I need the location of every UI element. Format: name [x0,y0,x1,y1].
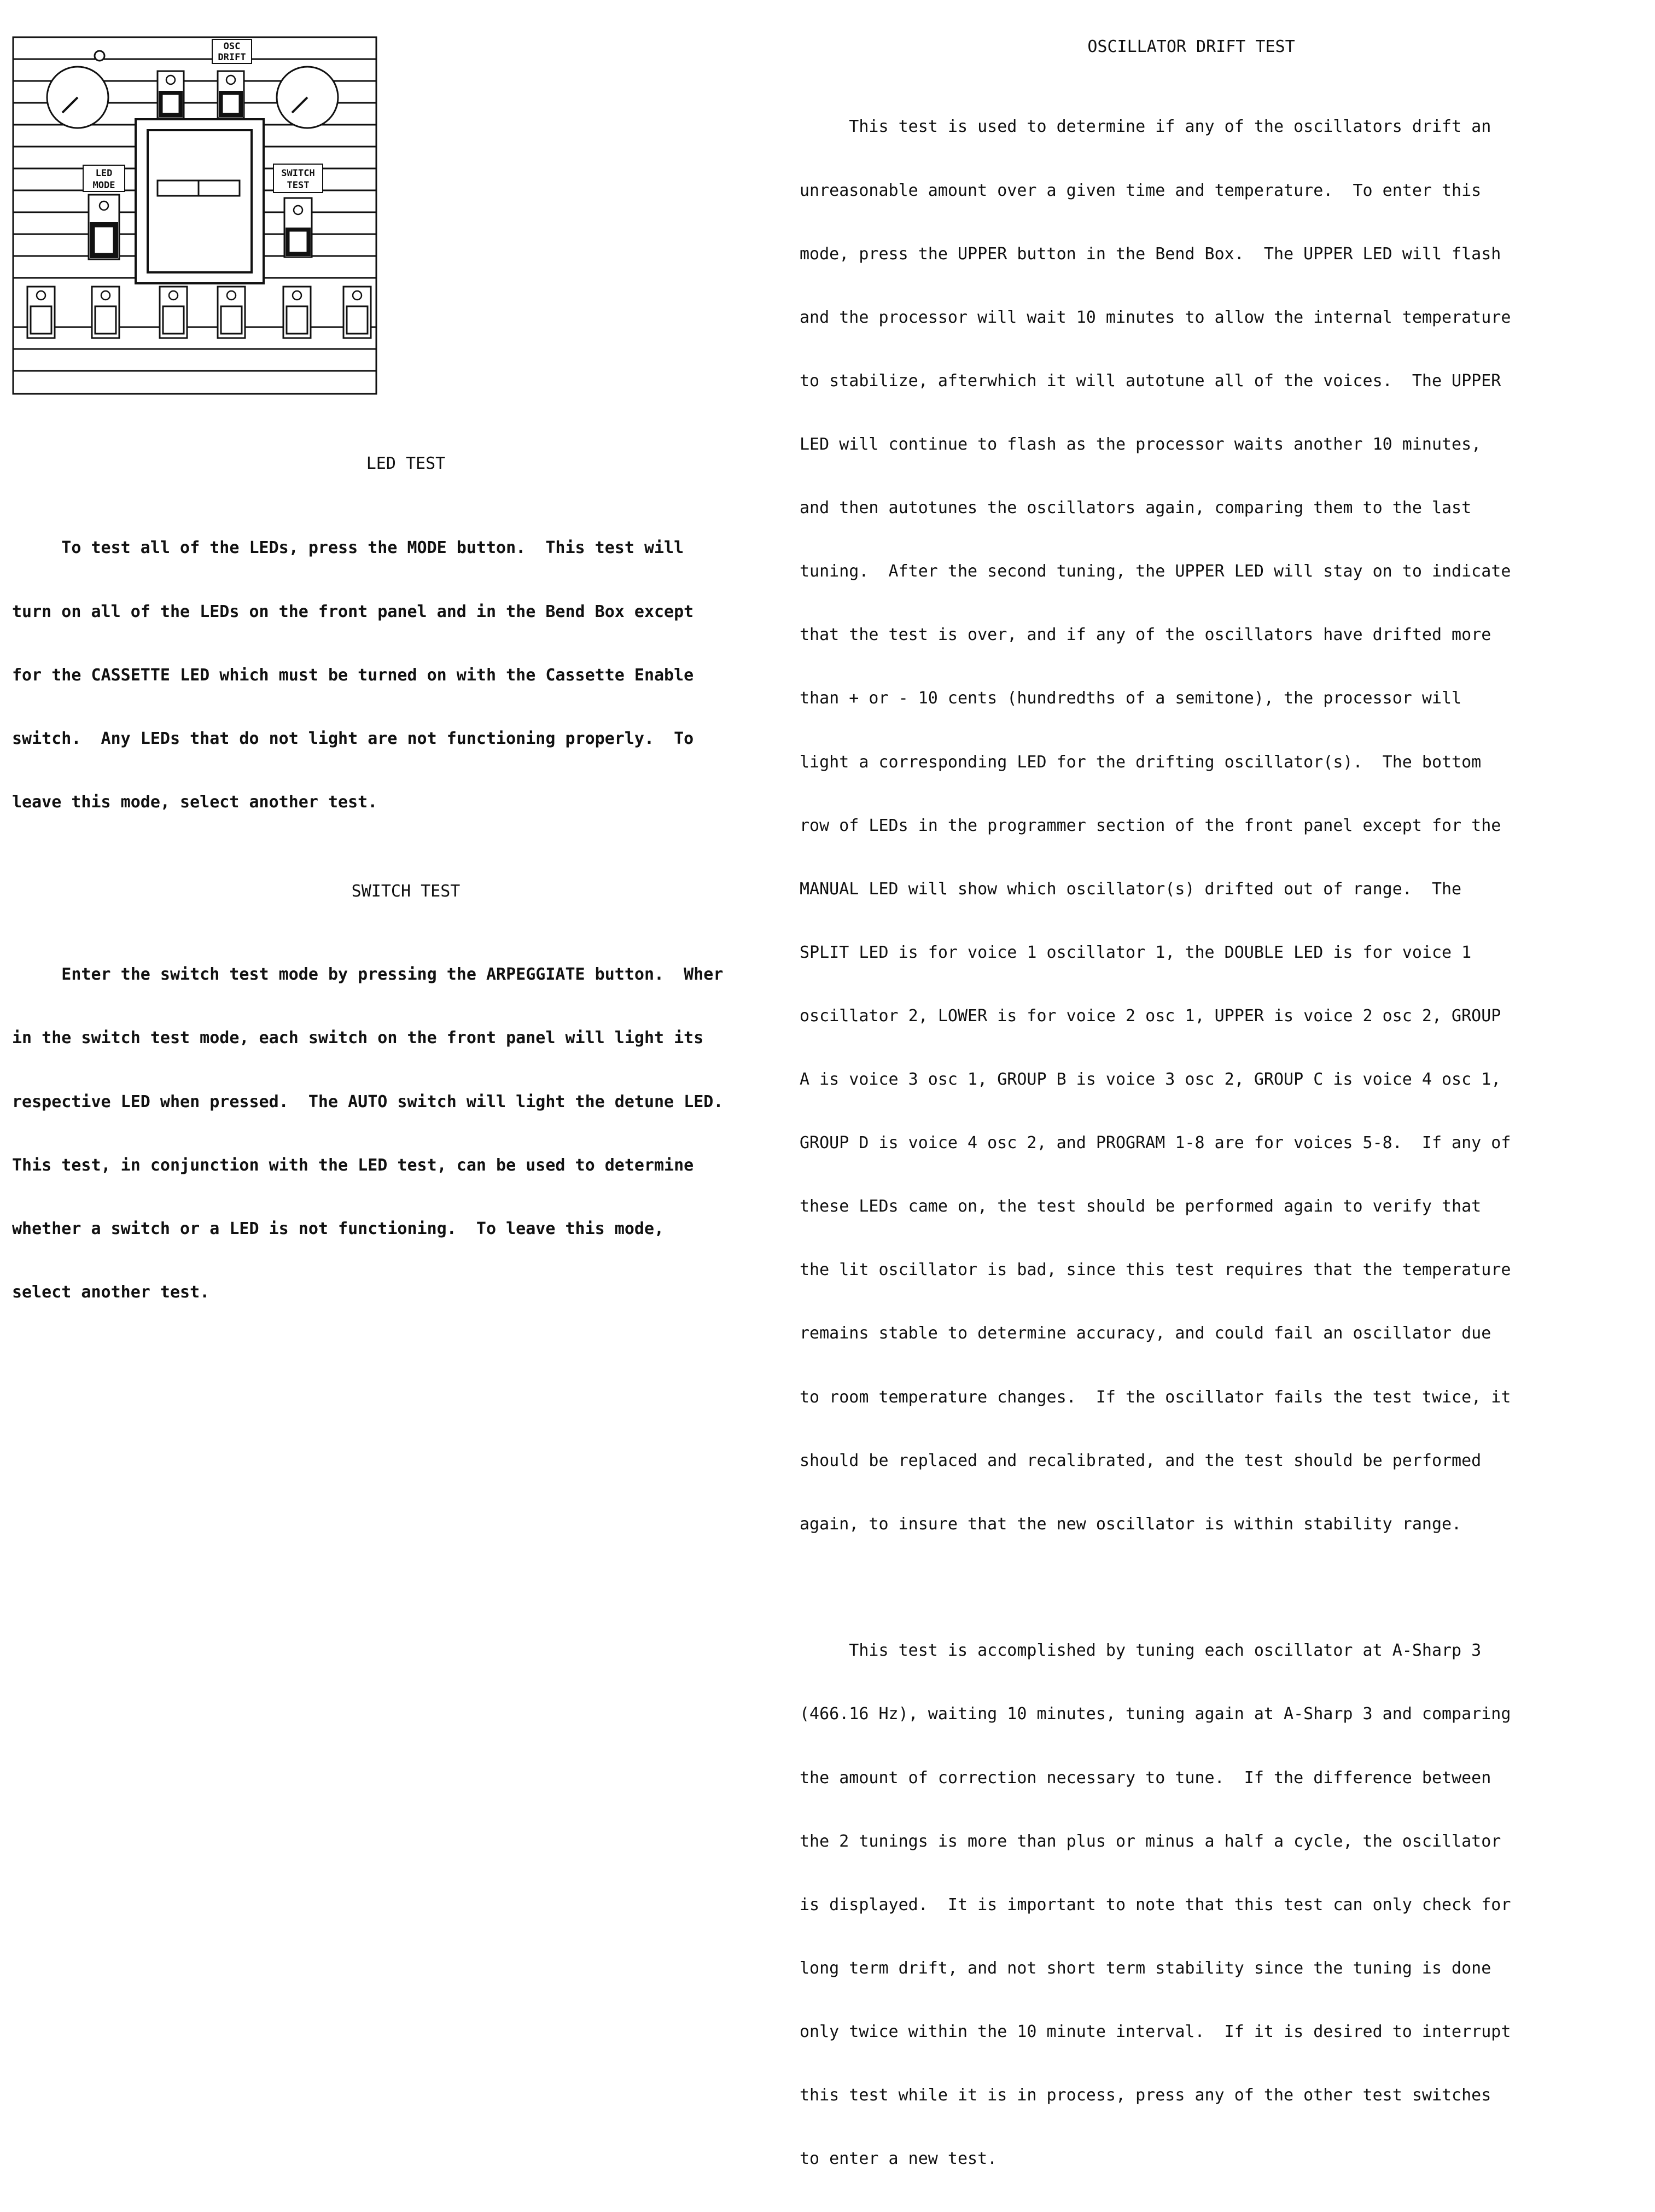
switch-test-label-top: SWITCH [281,168,315,179]
text-line: tuning. After the second tuning, the UPPER LED will stay on to indicate [800,562,1511,581]
osc-drift-paragraph-2 [800,1598,1647,2212]
text-line: A is voice 3 osc 1, GROUP B is voice 3 osc 2, GROUP C is voice 4 osc 1, [800,1070,1501,1090]
text-line: Enter the switch test mode by pressing the ARPEGGIATE button. Wher [12,965,724,985]
text-line: the amount of correction necessary to tune. If the difference between [800,1768,1491,1788]
front-panel-diagram [12,36,377,395]
text-line: the 2 tunings is more than plus or minus a half a cycle, the oscillator [800,1831,1501,1851]
small-led-indicator [95,51,104,61]
text-line: remains stable to determine accuracy, and could fail an oscillator due [800,1324,1491,1343]
text-line: again, to insure that the new oscillator is within stability range. [800,1514,1462,1534]
led-test-paragraph [12,496,800,855]
bend-box-inner [148,130,252,272]
text-line: This test, in conjunction with the LED test, can be used to determine [12,1155,694,1175]
text-line: to room temperature changes. If the oscillator fails the test twice, it [800,1387,1511,1407]
text-line: to enter a new test. [800,2149,998,2169]
text-line: MANUAL LED will show which oscillator(s) drifted out of range. The [800,879,1462,899]
text-line: mode, press the UPPER button in the Bend Box. The UPPER LED will flash [800,244,1501,264]
osc-drift-label-bottom: DRIFT [218,52,246,63]
text-line: should be replaced and recalibrated, and the test should be performed [800,1451,1482,1470]
text-line: (466.16 Hz), waiting 10 minutes, tuning again at A-Sharp 3 and comparing [800,1704,1511,1724]
text-line: unreasonable amount over a given time and temperature. To enter this [800,181,1482,200]
text-line: switch. Any LEDs that do not light are not functioning properly. To [12,729,694,748]
text-line: for the CASSETTE LED which must be turned on with the Cassette Enable [12,665,694,685]
text-line: than + or - 10 cents (hundredths of a semitone), the processor will [800,689,1462,708]
text-line: This test is used to determine if any of the oscillators drift an [800,117,1491,137]
text-line: oscillator 2, LOWER is for voice 2 osc 1, UPPER is voice 2 osc 2, GROUP [800,1006,1501,1026]
text-line: this test while it is in process, press any of the other test switches [800,2086,1491,2105]
text-line: that the test is over, and if any of the oscillators have drifted more [800,625,1491,645]
text-line: only twice within the 10 minute interval. If it is desired to interrupt [800,2022,1511,2041]
text-line: respective LED when pressed. The AUTO switch will light the detune LED. [12,1092,724,1111]
text-line: This test is accomplished by tuning each oscillator at A-Sharp 3 [800,1641,1482,1661]
switch-test-paragraph [12,922,800,1346]
led-test-heading: LED TEST [366,454,446,473]
text-line: long term drift, and not short term stability since the tuning is done [800,1958,1491,1978]
text-line: LED will continue to flash as the processor waits another 10 minutes, [800,434,1482,454]
led-mode-label-top: LED [95,168,113,179]
text-line: to stabilize, afterwhich it will autotune all of the voices. The UPPER [800,371,1501,391]
osc-drift-paragraph-1 [800,74,1647,1577]
text-line: in the switch test mode, each switch on the front panel will light its [12,1028,704,1048]
text-line: these LEDs came on, the test should be performed again to verify that [800,1197,1482,1216]
text-line: light a corresponding LED for the drifting oscillator(s). The bottom [800,752,1482,772]
osc-drift-label-top: OSC [223,41,241,52]
text-line: To test all of the LEDs, press the MODE button. This test will [12,538,684,558]
text-line: the lit oscillator is bad, since this test requires that the temperature [800,1260,1511,1280]
text-line: leave this mode, select another test. [12,792,378,812]
text-line: is displayed. It is important to note that this test can only check for [800,1895,1511,1914]
text-line: SPLIT LED is for voice 1 oscillator 1, the DOUBLE LED is for voice 1 [800,942,1472,962]
switch-test-label-bottom: TEST [287,180,310,191]
text-line: row of LEDs in the programmer section of the front panel except for the [800,816,1501,835]
led-mode-label-bottom: MODE [92,180,115,191]
text-line: whether a switch or a LED is not functioning. To leave this mode, [12,1219,665,1238]
switch-test-heading: SWITCH TEST [351,881,461,901]
right-column [800,36,1647,2212]
osc-drift-heading: OSCILLATOR DRIFT TEST [1087,37,1295,56]
text-line: and the processor will wait 10 minutes to allow the internal temperature [800,307,1511,327]
left-column [12,453,800,1346]
text-line: turn on all of the LEDs on the front panel and in the Bend Box except [12,602,694,621]
text-line: and then autotunes the oscillators again, comparing them to the last [800,498,1472,518]
text-line: GROUP D is voice 4 osc 2, and PROGRAM 1-8 are for voices 5-8. If any of [800,1133,1511,1153]
text-line: select another test. [12,1282,210,1302]
